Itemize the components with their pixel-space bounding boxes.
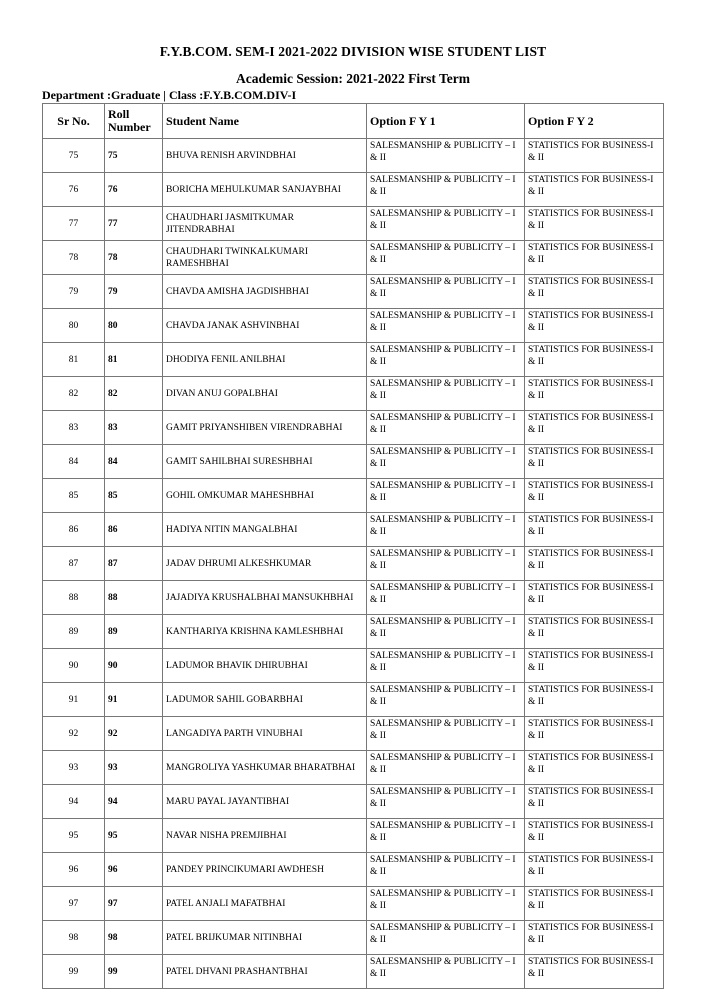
cell-option-fy2: STATISTICS FOR BUSINESS-I & II xyxy=(525,717,664,751)
cell-sr-no: 75 xyxy=(43,139,105,173)
cell-option-fy2: STATISTICS FOR BUSINESS-I & II xyxy=(525,581,664,615)
cell-option-fy1: SALESMANSHIP & PUBLICITY – I & II xyxy=(367,241,525,275)
table-row xyxy=(43,309,664,343)
cell-student-name: NAVAR NISHA PREMJIBHAI xyxy=(163,819,367,853)
cell-option-fy2: STATISTICS FOR BUSINESS-I & II xyxy=(525,377,664,411)
student-list-table xyxy=(42,103,664,989)
cell-roll-number: 81 xyxy=(105,343,163,377)
cell-option-fy2: STATISTICS FOR BUSINESS-I & II xyxy=(525,649,664,683)
table-row xyxy=(43,513,664,547)
cell-option-fy1: SALESMANSHIP & PUBLICITY – I & II xyxy=(367,615,525,649)
cell-sr-no: 84 xyxy=(43,445,105,479)
cell-option-fy1: SALESMANSHIP & PUBLICITY – I & II xyxy=(367,717,525,751)
cell-student-name: LADUMOR SAHIL GOBARBHAI xyxy=(163,683,367,717)
cell-option-fy2: STATISTICS FOR BUSINESS-I & II xyxy=(525,615,664,649)
table-row xyxy=(43,853,664,887)
cell-option-fy2: STATISTICS FOR BUSINESS-I & II xyxy=(525,309,664,343)
table-row xyxy=(43,343,664,377)
cell-option-fy2: STATISTICS FOR BUSINESS-I & II xyxy=(525,751,664,785)
cell-roll-number: 80 xyxy=(105,309,163,343)
cell-option-fy1: SALESMANSHIP & PUBLICITY – I & II xyxy=(367,479,525,513)
cell-option-fy1: SALESMANSHIP & PUBLICITY – I & II xyxy=(367,445,525,479)
cell-student-name: DIVAN ANUJ GOPALBHAI xyxy=(163,377,367,411)
cell-student-name: MARU PAYAL JAYANTIBHAI xyxy=(163,785,367,819)
cell-roll-number: 86 xyxy=(105,513,163,547)
cell-sr-no: 99 xyxy=(43,955,105,989)
cell-student-name: PANDEY PRINCIKUMARI AWDHESH xyxy=(163,853,367,887)
cell-roll-number: 76 xyxy=(105,173,163,207)
cell-sr-no: 91 xyxy=(43,683,105,717)
cell-roll-number: 99 xyxy=(105,955,163,989)
cell-option-fy2: STATISTICS FOR BUSINESS-I & II xyxy=(525,207,664,241)
cell-option-fy1: SALESMANSHIP & PUBLICITY – I & II xyxy=(367,921,525,955)
cell-student-name: KANTHARIYA KRISHNA KAMLESHBHAI xyxy=(163,615,367,649)
cell-option-fy1: SALESMANSHIP & PUBLICITY – I & II xyxy=(367,955,525,989)
cell-student-name: CHAUDHARI JASMITKUMAR JITENDRABHAI xyxy=(163,207,367,241)
table-row xyxy=(43,445,664,479)
cell-option-fy1: SALESMANSHIP & PUBLICITY – I & II xyxy=(367,547,525,581)
cell-student-name: CHAVDA JANAK ASHVINBHAI xyxy=(163,309,367,343)
cell-roll-number: 90 xyxy=(105,649,163,683)
cell-option-fy2: STATISTICS FOR BUSINESS-I & II xyxy=(525,445,664,479)
cell-option-fy2: STATISTICS FOR BUSINESS-I & II xyxy=(525,819,664,853)
cell-option-fy2: STATISTICS FOR BUSINESS-I & II xyxy=(525,275,664,309)
table-row xyxy=(43,921,664,955)
cell-option-fy1: SALESMANSHIP & PUBLICITY – I & II xyxy=(367,581,525,615)
cell-student-name: LADUMOR BHAVIK DHIRUBHAI xyxy=(163,649,367,683)
cell-option-fy2: STATISTICS FOR BUSINESS-I & II xyxy=(525,479,664,513)
table-row xyxy=(43,615,664,649)
cell-sr-no: 93 xyxy=(43,751,105,785)
cell-student-name: CHAUDHARI TWINKALKUMARI RAMESHBHAI xyxy=(163,241,367,275)
table-row xyxy=(43,547,664,581)
cell-option-fy1: SALESMANSHIP & PUBLICITY – I & II xyxy=(367,751,525,785)
page-title: F.Y.B.COM. SEM-I 2021-2022 DIVISION WISE STUDENT LIST xyxy=(159,44,547,59)
cell-roll-number: 77 xyxy=(105,207,163,241)
table-row xyxy=(43,581,664,615)
cell-option-fy1: SALESMANSHIP & PUBLICITY – I & II xyxy=(367,649,525,683)
cell-option-fy1: SALESMANSHIP & PUBLICITY – I & II xyxy=(367,139,525,173)
cell-option-fy1: SALESMANSHIP & PUBLICITY – I & II xyxy=(367,207,525,241)
cell-option-fy1: SALESMANSHIP & PUBLICITY – I & II xyxy=(367,275,525,309)
cell-roll-number: 85 xyxy=(105,479,163,513)
table-row xyxy=(43,479,664,513)
cell-option-fy2: STATISTICS FOR BUSINESS-I & II xyxy=(525,887,664,921)
table-row xyxy=(43,649,664,683)
table-row xyxy=(43,819,664,853)
table-row xyxy=(43,275,664,309)
cell-roll-number: 83 xyxy=(105,411,163,445)
table-row xyxy=(43,411,664,445)
cell-option-fy2: STATISTICS FOR BUSINESS-I & II xyxy=(525,241,664,275)
cell-student-name: MANGROLIYA YASHKUMAR BHARATBHAI xyxy=(163,751,367,785)
cell-sr-no: 88 xyxy=(43,581,105,615)
cell-sr-no: 81 xyxy=(43,343,105,377)
cell-option-fy2: STATISTICS FOR BUSINESS-I & II xyxy=(525,411,664,445)
cell-roll-number: 89 xyxy=(105,615,163,649)
cell-student-name: GAMIT PRIYANSHIBEN VIRENDRABHAI xyxy=(163,411,367,445)
cell-sr-no: 89 xyxy=(43,615,105,649)
cell-option-fy2: STATISTICS FOR BUSINESS-I & II xyxy=(525,683,664,717)
cell-option-fy2: STATISTICS FOR BUSINESS-I & II xyxy=(525,955,664,989)
cell-roll-number: 91 xyxy=(105,683,163,717)
cell-option-fy2: STATISTICS FOR BUSINESS-I & II xyxy=(525,139,664,173)
cell-roll-number: 75 xyxy=(105,139,163,173)
cell-option-fy1: SALESMANSHIP & PUBLICITY – I & II xyxy=(367,173,525,207)
cell-option-fy1: SALESMANSHIP & PUBLICITY – I & II xyxy=(367,343,525,377)
table-row xyxy=(43,377,664,411)
table-row xyxy=(43,207,664,241)
cell-option-fy2: STATISTICS FOR BUSINESS-I & II xyxy=(525,343,664,377)
cell-roll-number: 84 xyxy=(105,445,163,479)
col-header-sr-no: Sr No. xyxy=(43,104,105,139)
cell-option-fy2: STATISTICS FOR BUSINESS-I & II xyxy=(525,173,664,207)
cell-student-name: PATEL DHVANI PRASHANTBHAI xyxy=(163,955,367,989)
col-header-student-name: Student Name xyxy=(163,104,367,139)
cell-roll-number: 78 xyxy=(105,241,163,275)
cell-option-fy1: SALESMANSHIP & PUBLICITY – I & II xyxy=(367,819,525,853)
table-body xyxy=(43,139,664,989)
cell-sr-no: 77 xyxy=(43,207,105,241)
cell-option-fy2: STATISTICS FOR BUSINESS-I & II xyxy=(525,785,664,819)
col-header-option-fy1: Option F Y 1 xyxy=(367,104,525,139)
academic-session: Academic Session: 2021-2022 First Term xyxy=(236,71,470,86)
table-row xyxy=(43,173,664,207)
cell-option-fy1: SALESMANSHIP & PUBLICITY – I & II xyxy=(367,683,525,717)
table-row xyxy=(43,785,664,819)
cell-student-name: CHAVDA AMISHA JAGDISHBHAI xyxy=(163,275,367,309)
cell-student-name: DHODIYA FENIL ANILBHAI xyxy=(163,343,367,377)
cell-sr-no: 87 xyxy=(43,547,105,581)
cell-student-name: BORICHA MEHULKUMAR SANJAYBHAI xyxy=(163,173,367,207)
cell-student-name: BHUVA RENISH ARVINDBHAI xyxy=(163,139,367,173)
cell-option-fy2: STATISTICS FOR BUSINESS-I & II xyxy=(525,921,664,955)
cell-sr-no: 78 xyxy=(43,241,105,275)
cell-roll-number: 92 xyxy=(105,717,163,751)
cell-option-fy2: STATISTICS FOR BUSINESS-I & II xyxy=(525,513,664,547)
cell-student-name: JADAV DHRUMI ALKESHKUMAR xyxy=(163,547,367,581)
cell-option-fy1: SALESMANSHIP & PUBLICITY – I & II xyxy=(367,513,525,547)
cell-student-name: GOHIL OMKUMAR MAHESHBHAI xyxy=(163,479,367,513)
table-row xyxy=(43,241,664,275)
col-header-option-fy2: Option F Y 2 xyxy=(525,104,664,139)
table-row xyxy=(43,717,664,751)
cell-sr-no: 90 xyxy=(43,649,105,683)
cell-roll-number: 88 xyxy=(105,581,163,615)
cell-sr-no: 82 xyxy=(43,377,105,411)
cell-option-fy1: SALESMANSHIP & PUBLICITY – I & II xyxy=(367,309,525,343)
cell-option-fy2: STATISTICS FOR BUSINESS-I & II xyxy=(525,547,664,581)
cell-option-fy1: SALESMANSHIP & PUBLICITY – I & II xyxy=(367,853,525,887)
table-row xyxy=(43,887,664,921)
cell-option-fy1: SALESMANSHIP & PUBLICITY – I & II xyxy=(367,411,525,445)
table-row xyxy=(43,955,664,989)
cell-student-name: PATEL BRIJKUMAR NITINBHAI xyxy=(163,921,367,955)
cell-roll-number: 97 xyxy=(105,887,163,921)
col-header-roll-number: Roll Number xyxy=(105,104,163,139)
cell-option-fy2: STATISTICS FOR BUSINESS-I & II xyxy=(525,853,664,887)
cell-sr-no: 80 xyxy=(43,309,105,343)
cell-roll-number: 96 xyxy=(105,853,163,887)
cell-sr-no: 98 xyxy=(43,921,105,955)
cell-student-name: LANGADIYA PARTH VINUBHAI xyxy=(163,717,367,751)
cell-student-name: PATEL ANJALI MAFATBHAI xyxy=(163,887,367,921)
cell-roll-number: 95 xyxy=(105,819,163,853)
cell-roll-number: 82 xyxy=(105,377,163,411)
cell-sr-no: 94 xyxy=(43,785,105,819)
table-row xyxy=(43,751,664,785)
cell-sr-no: 76 xyxy=(43,173,105,207)
table-row xyxy=(43,683,664,717)
cell-sr-no: 85 xyxy=(43,479,105,513)
department-class-line: Department :Graduate | Class :F.Y.B.COM.DIV-I xyxy=(42,88,297,102)
cell-sr-no: 86 xyxy=(43,513,105,547)
cell-option-fy1: SALESMANSHIP & PUBLICITY – I & II xyxy=(367,377,525,411)
cell-student-name: HADIYA NITIN MANGALBHAI xyxy=(163,513,367,547)
cell-student-name: GAMIT SAHILBHAI SURESHBHAI xyxy=(163,445,367,479)
cell-option-fy1: SALESMANSHIP & PUBLICITY – I & II xyxy=(367,785,525,819)
cell-option-fy1: SALESMANSHIP & PUBLICITY – I & II xyxy=(367,887,525,921)
cell-roll-number: 93 xyxy=(105,751,163,785)
cell-student-name: JAJADIYA KRUSHALBHAI MANSUKHBHAI xyxy=(163,581,367,615)
cell-roll-number: 94 xyxy=(105,785,163,819)
cell-sr-no: 92 xyxy=(43,717,105,751)
table-row xyxy=(43,139,664,173)
cell-roll-number: 98 xyxy=(105,921,163,955)
cell-sr-no: 95 xyxy=(43,819,105,853)
cell-sr-no: 79 xyxy=(43,275,105,309)
cell-roll-number: 79 xyxy=(105,275,163,309)
cell-roll-number: 87 xyxy=(105,547,163,581)
cell-sr-no: 96 xyxy=(43,853,105,887)
cell-sr-no: 97 xyxy=(43,887,105,921)
cell-sr-no: 83 xyxy=(43,411,105,445)
table-header-row xyxy=(43,104,664,139)
